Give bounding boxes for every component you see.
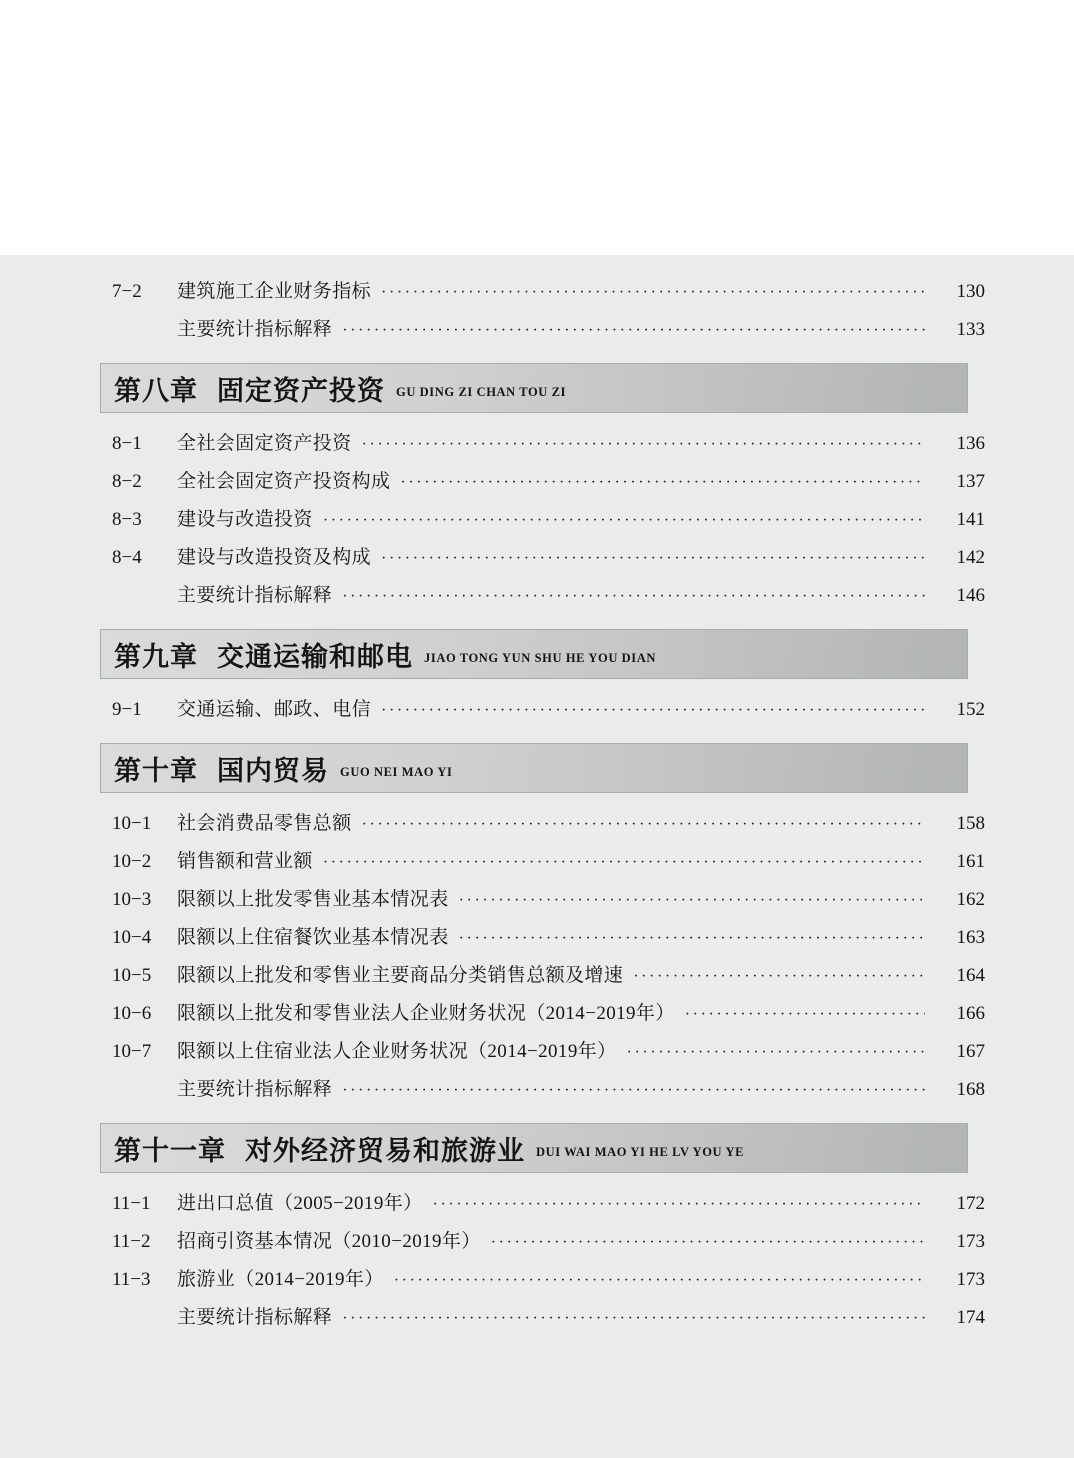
toc-entry-row xyxy=(100,425,985,463)
toc-entries-group xyxy=(100,805,985,1109)
entry-number: 10−2 xyxy=(112,851,152,872)
toc-entry-row xyxy=(100,463,985,501)
table-of-contents xyxy=(100,273,985,1337)
entry-page-number: 174 xyxy=(956,1307,985,1328)
entry-number: 11−3 xyxy=(112,1269,151,1290)
entry-title: 建设与改造投资 xyxy=(177,509,313,530)
entry-title: 限额以上住宿业法人企业财务状况（2014−2019年） xyxy=(177,1041,617,1062)
entry-title: 主要统计指标解释 xyxy=(177,1307,333,1328)
entry-title: 建筑施工企业财务指标 xyxy=(177,281,372,302)
toc-entry-row xyxy=(100,805,985,843)
entry-title: 建设与改造投资及构成 xyxy=(177,547,372,568)
entry-title: 交通运输、邮政、电信 xyxy=(177,699,372,720)
dot-leader xyxy=(459,882,925,920)
entry-title: 限额以上批发和零售业法人企业财务状况（2014−2019年） xyxy=(177,1003,675,1024)
dot-leader xyxy=(381,692,925,730)
entry-page-number: 158 xyxy=(956,813,985,834)
dot-leader xyxy=(342,312,925,350)
entry-number: 10−4 xyxy=(112,927,152,948)
toc-entries-group xyxy=(100,273,985,349)
chapter-title: 固定资产投资 xyxy=(217,375,385,406)
toc-entry-row xyxy=(100,919,985,957)
entry-page-number: 168 xyxy=(956,1079,985,1100)
entry-number: 11−2 xyxy=(112,1231,151,1252)
toc-entry-row xyxy=(100,1185,985,1223)
dot-leader xyxy=(627,1034,925,1072)
entry-number: 8−3 xyxy=(112,509,142,530)
entry-page-number: 130 xyxy=(956,281,985,302)
entry-number: 7−2 xyxy=(112,281,142,302)
chapter-number-label: 第十一章 xyxy=(114,1135,226,1166)
toc-entry-row xyxy=(100,1033,985,1071)
entry-page-number: 173 xyxy=(956,1269,985,1290)
toc-entry-row xyxy=(100,1299,985,1337)
entry-title: 销售额和营业额 xyxy=(177,851,313,872)
toc-entry-row xyxy=(100,273,985,311)
toc-entry-row xyxy=(100,843,985,881)
toc-entry-row xyxy=(100,957,985,995)
entry-page-number: 152 xyxy=(956,699,985,720)
dot-leader xyxy=(342,1072,925,1110)
entry-number: 10−3 xyxy=(112,889,152,910)
dot-leader xyxy=(362,806,925,844)
dot-leader xyxy=(491,1224,925,1262)
entry-page-number: 161 xyxy=(956,851,985,872)
entry-number: 11−1 xyxy=(112,1193,151,1214)
entry-page-number: 136 xyxy=(956,433,985,454)
chapter-title: 交通运输和邮电 xyxy=(217,641,413,672)
entry-page-number: 167 xyxy=(956,1041,985,1062)
toc-entry-row xyxy=(100,501,985,539)
toc-entry-row xyxy=(100,1071,985,1109)
entry-number: 8−2 xyxy=(112,471,142,492)
toc-entry-row xyxy=(100,1223,985,1261)
entry-page-number: 141 xyxy=(956,509,985,530)
chapter-heading-bar xyxy=(100,629,968,679)
chapter-pinyin: JIAO TONG YUN SHU HE YOU DIAN xyxy=(424,651,657,665)
entry-number: 8−4 xyxy=(112,547,142,568)
entry-title: 主要统计指标解释 xyxy=(177,1079,333,1100)
entry-page-number: 137 xyxy=(956,471,985,492)
entry-page-number: 163 xyxy=(956,927,985,948)
dot-leader xyxy=(685,996,925,1034)
chapter-number-label: 第十章 xyxy=(114,755,198,786)
chapter-number-label: 第八章 xyxy=(114,375,198,406)
chapter-title: 国内贸易 xyxy=(217,755,329,786)
entry-page-number: 164 xyxy=(956,965,985,986)
chapter-heading-bar xyxy=(100,1123,968,1173)
entry-page-number: 162 xyxy=(956,889,985,910)
entry-page-number: 133 xyxy=(956,319,985,340)
toc-entry-row xyxy=(100,691,985,729)
entry-title: 全社会固定资产投资 xyxy=(177,433,352,454)
chapter-title: 对外经济贸易和旅游业 xyxy=(245,1135,525,1166)
chapter-heading-bar xyxy=(100,363,968,413)
entry-page-number: 172 xyxy=(956,1193,985,1214)
entry-page-number: 166 xyxy=(956,1003,985,1024)
dot-leader xyxy=(323,844,925,882)
chapter-pinyin: GUO NEI MAO YI xyxy=(340,765,453,779)
toc-entries-group xyxy=(100,1185,985,1337)
entry-title: 社会消费品零售总额 xyxy=(177,813,352,834)
dot-leader xyxy=(342,1300,925,1338)
chapter-heading-bar xyxy=(100,743,968,793)
entry-number: 10−6 xyxy=(112,1003,152,1024)
chapter-pinyin: DUI WAI MAO YI HE LV YOU YE xyxy=(536,1145,745,1159)
toc-entry-row xyxy=(100,577,985,615)
dot-leader xyxy=(362,426,925,464)
dot-leader xyxy=(381,540,925,578)
dot-leader xyxy=(381,274,925,312)
toc-entry-row xyxy=(100,1261,985,1299)
toc-entry-row xyxy=(100,311,985,349)
dot-leader xyxy=(459,920,925,958)
toc-entry-row xyxy=(100,539,985,577)
entry-title: 限额以上住宿餐饮业基本情况表 xyxy=(177,927,449,948)
dot-leader xyxy=(633,958,925,996)
entry-title: 限额以上批发和零售业主要商品分类销售总额及增速 xyxy=(177,965,624,986)
entry-title: 全社会固定资产投资构成 xyxy=(177,471,391,492)
entry-page-number: 142 xyxy=(956,547,985,568)
entry-title: 旅游业（2014−2019年） xyxy=(177,1269,384,1290)
dot-leader xyxy=(433,1186,925,1224)
entry-page-number: 173 xyxy=(956,1231,985,1252)
chapter-pinyin: GU DING ZI CHAN TOU ZI xyxy=(396,385,567,399)
entry-number: 10−7 xyxy=(112,1041,152,1062)
toc-entry-row xyxy=(100,881,985,919)
dot-leader xyxy=(400,464,925,502)
toc-entry-row xyxy=(100,995,985,1033)
entry-title: 进出口总值（2005−2019年） xyxy=(177,1193,423,1214)
entry-title: 招商引资基本情况（2010−2019年） xyxy=(177,1231,481,1252)
entry-title: 限额以上批发零售业基本情况表 xyxy=(177,889,449,910)
entry-page-number: 146 xyxy=(956,585,985,606)
entry-title: 主要统计指标解释 xyxy=(177,585,333,606)
dot-leader xyxy=(394,1262,925,1300)
dot-leader xyxy=(323,502,925,540)
toc-content-area xyxy=(0,255,1074,1458)
toc-entries-group xyxy=(100,425,985,615)
entry-number: 8−1 xyxy=(112,433,142,454)
entry-number: 10−5 xyxy=(112,965,152,986)
chapter-number-label: 第九章 xyxy=(114,641,198,672)
toc-entries-group xyxy=(100,691,985,729)
entry-number: 9−1 xyxy=(112,699,142,720)
entry-number: 10−1 xyxy=(112,813,152,834)
entry-title: 主要统计指标解释 xyxy=(177,319,333,340)
page-top-margin xyxy=(0,0,1074,255)
dot-leader xyxy=(342,578,925,616)
